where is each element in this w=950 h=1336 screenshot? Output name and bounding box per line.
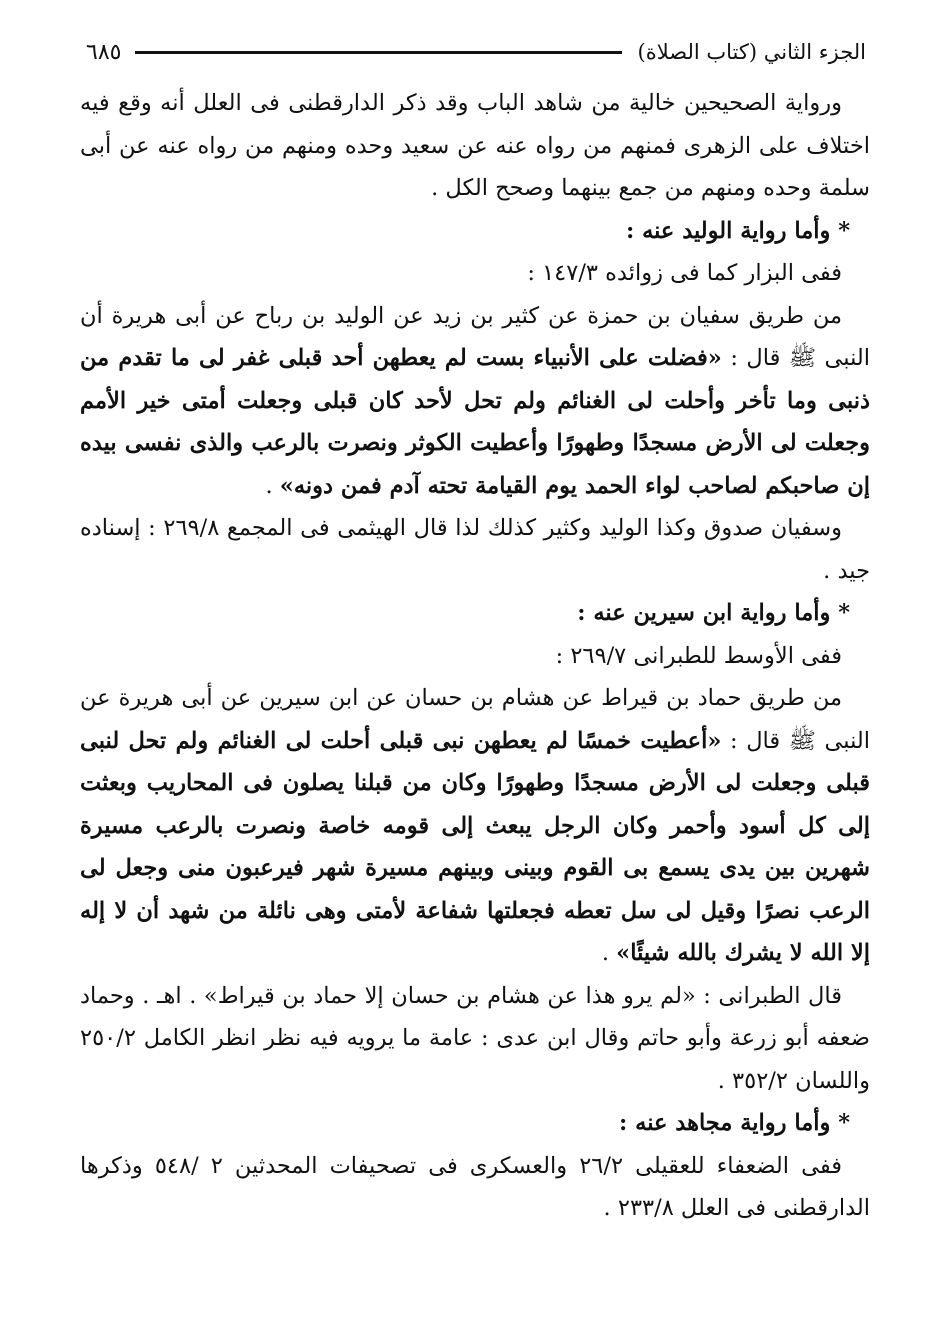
paragraph-7: قال الطبرانى : «لم يرو هذا عن هشام بن حسان إلا حماد بن قيراط» . اهـ . وحماد ضعفه أبو زرعة وأبو حاتم وقال ابن عدى : عامة ما يرويه فيه نظر انظر الكامل ٢٥٠/٢ واللسان ٣٥٢/٢ .: [80, 982, 870, 1094]
hadith-end: .: [601, 940, 610, 966]
section-heading-ibn-sirin: [80, 592, 870, 635]
paragraph-4: وسفيان صدوق وكذا الوليد وكثير كذلك لذا قال الهيثمى فى المجمع ٢٦٩/٨ : إسناده جيد .: [80, 515, 870, 584]
hadith-end: .: [265, 472, 273, 499]
paragraph-6: [80, 677, 870, 975]
page-header: [86, 30, 866, 74]
star-icon: *: [838, 1110, 850, 1136]
body-text: [80, 82, 870, 1230]
paragraph-5: ففى الأوسط للطبرانى ٢٦٩/٧ :: [555, 642, 842, 669]
section-heading-mujahid: [80, 1102, 870, 1145]
section-heading-text: وأما رواية الوليد عنه :: [625, 217, 831, 244]
header-rule: [135, 51, 621, 54]
hadith-intro: من طريق حماد بن قيراط عن هشام بن حسان عن ابن سيرين عن أبى هريرة عن النبى ﷺ قال :: [80, 685, 870, 754]
paragraph-8: ففى الضعفاء للعقيلى ٢٦/٢ والعسكرى فى تصحيفات المحدثين ٢ /٥٤٨ وذكرها الدارقطنى فى العلل ٢٣٣/٨ .: [80, 1152, 870, 1221]
running-title: الجزء الثاني (كتاب الصلاة): [637, 40, 866, 64]
star-icon: *: [838, 217, 850, 244]
section-heading-text: وأما رواية مجاهد عنه :: [619, 1110, 831, 1136]
hadith-quote: «فضلت على الأنبياء بست لم يعطهن أحد قبلى غفر لى ما تقدم من ذنبى وما تأخر وأحلت لى الغنائم ولم تحل لأحد كان قبلى وجعلت أمتى خير الأمم وجعلت لى الأرض مسجدًا وطهورًا وأعطيت الكوثر ونصرت بالرعب والذى نفسى بيده إن صاحبكم لصاحب لواء الحمد يوم القيامة تحته آدم فمن دونه»: [80, 345, 870, 499]
star-icon: *: [838, 600, 850, 626]
paragraph-3: [80, 295, 870, 508]
paragraph-1: ورواية الصحيحين خالية من شاهد الباب وقد ذكر الدارقطنى فى العلل أنه وقع فيه اختلاف على الزهرى فمنهم من رواه عنه عن سعيد وحده ومنهم من رواه عنه عن أبى سلمة وحده ومنهم من جمع بينهما وصحح الكل .: [80, 90, 870, 201]
paragraph-2: ففى البزار كما فى زوائده ١٤٧/٣ :: [527, 260, 842, 286]
section-heading-walid: [80, 210, 870, 253]
section-heading-text: وأما رواية ابن سيرين عنه :: [577, 600, 831, 626]
hadith-intro: من طريق سفيان بن حمزة عن كثير بن زيد عن الوليد بن رباح عن أبى هريرة أن النبى ﷺ قال :: [80, 302, 870, 371]
page-number: ٦٨٥: [86, 39, 122, 65]
hadith-quote: «أعطيت خمسًا لم يعطهن نبى قبلى أحلت لى الغنائم ولم تحل لنبى قبلى وجعلت لى الأرض مسجدًا وطهورًا وكان من قبلنا يصلون فى المحاريب وبعثت إلى كل أسود وأحمر وكان الرجل يبعث إلى قومه خاصة ونصرت بالرعب مسيرة شهرين بين يدى يسمع بى القوم وبينى وبينهم مسيرة شهر فيرعبون منى وجعل لى الرعب نصرًا وقيل لى سل تعطه فجعلتها شفاعة لأمتى وهى نائلة من شهد أن لا إله إلا الله لا يشرك بالله شيئًا»: [80, 727, 870, 966]
